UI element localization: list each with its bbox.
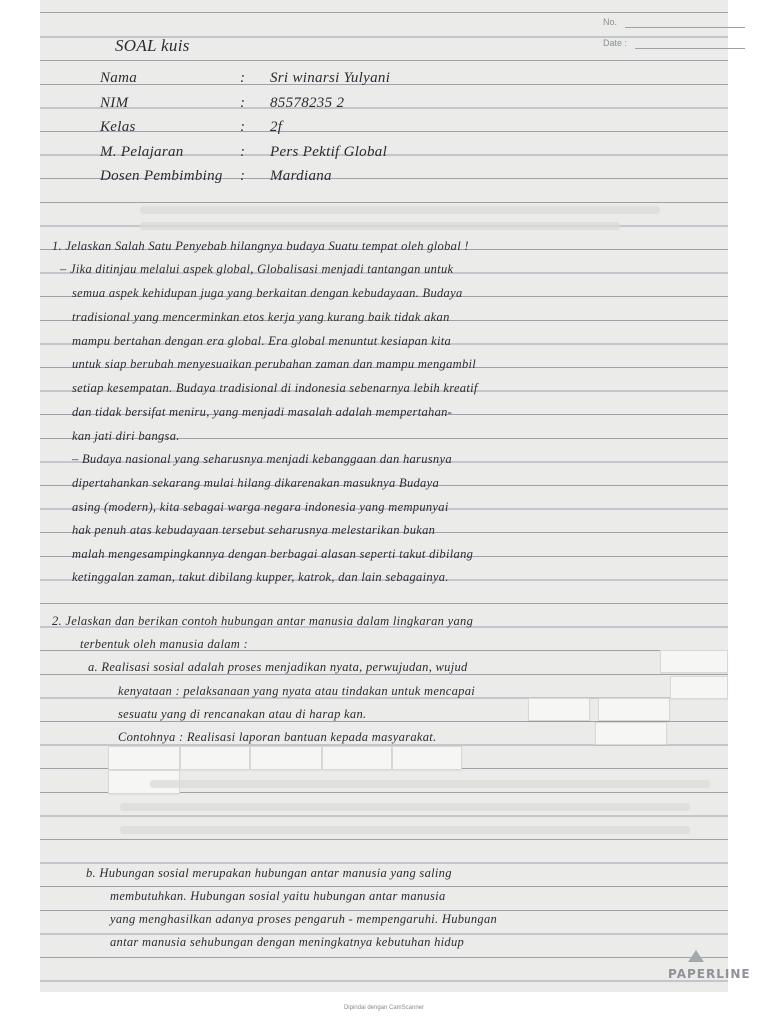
- identity-key-kelas: Kelas: [100, 119, 136, 135]
- body-line-1: 1. Jelaskan Salah Satu Penyebab hilangnya budaya Suatu tempat oleh global !: [52, 239, 469, 253]
- body-line-18: a. Realisasi sosial adalah proses menjadikan nyata, perwujudan, wujud: [88, 660, 468, 674]
- body-line-22: b. Hubungan sosial merupakan hubungan antar manusia yang saling: [86, 866, 452, 880]
- bleed-through-line: [140, 206, 660, 214]
- body-line-3: semua aspek kehidupan juga yang berkaitan dengan kebudayaan. Budaya: [72, 286, 463, 300]
- body-line-21: Contohnya : Realisasi laporan bantuan kepada masyarakat.: [118, 730, 437, 744]
- body-line-16: 2. Jelaskan dan berikan contoh hubungan antar manusia dalam lingkaran yang: [52, 614, 474, 628]
- body-line-5: mampu bertahan dengan era global. Era global menuntut kesiapan kita: [72, 334, 452, 348]
- no-field: [603, 17, 617, 27]
- identity-value-subject: Pers Pektif Global: [270, 144, 388, 160]
- bleed-through-line: [140, 222, 620, 230]
- body-line-25: antar manusia sehubungan dengan meningkatnya kebutuhan hidup: [110, 935, 465, 949]
- correction-tape: [660, 650, 728, 673]
- page-title: SOAL kuis: [115, 36, 190, 55]
- no-label: No.: [603, 17, 618, 27]
- body-line-20: sesuatu yang di rencanakan atau di harap kan.: [118, 707, 367, 721]
- bleed-through-line: [120, 803, 690, 811]
- body-line-17: terbentuk oleh manusia dalam :: [80, 637, 249, 651]
- notebook-page: [40, 0, 751, 992]
- identity-value-lecturer: Mardiana: [270, 168, 332, 184]
- body-line-12: asing (modern), kita sebagai warga negara indonesia yang mempunyai: [72, 500, 449, 514]
- identity-value-nim: 85578235 2: [270, 95, 345, 111]
- correction-tape: [598, 698, 670, 721]
- correction-tape: [250, 746, 322, 770]
- body-line-10: – Budaya nasional yang seharusnya menjadi kebanggaan dan harusnya: [72, 452, 452, 466]
- date-field: [603, 38, 627, 48]
- body-line-15: ketinggalan zaman, takut dibilang kupper, katrok, dan lain sebagainya.: [72, 570, 449, 584]
- identity-colon: :: [240, 168, 246, 184]
- correction-tape: [108, 746, 180, 770]
- bleed-through-line: [150, 780, 710, 788]
- body-line-2: – Jika ditinjau melalui aspek global, Globalisasi menjadi tantangan untuk: [60, 262, 454, 276]
- correction-tape: [670, 676, 728, 699]
- body-line-11: dipertahankan sekarang mulai hilang dikarenakan masuknya Budaya: [72, 476, 439, 490]
- correction-tape: [180, 746, 250, 770]
- body-line-13: hak penuh atas kebudayaan tersebut seharusnya melestarikan bukan: [72, 523, 436, 537]
- identity-colon: :: [240, 144, 246, 160]
- identity-colon: :: [240, 70, 246, 86]
- identity-colon: :: [240, 119, 246, 135]
- body-line-14: malah mengesampingkannya dengan berbagai alasan seperti takut dibilang: [72, 547, 474, 561]
- identity-key-nim: NIM: [100, 95, 129, 111]
- correction-tape: [392, 746, 462, 770]
- correction-tape: [595, 722, 667, 745]
- date-label: Date :: [603, 38, 628, 48]
- bleed-through-line: [120, 826, 690, 834]
- body-line-24: yang menghasilkan adanya proses pengaruh - mempengaruhi. Hubungan: [110, 912, 498, 926]
- identity-key-lecturer: Dosen Pembimbing: [100, 168, 223, 184]
- identity-colon: :: [240, 95, 246, 111]
- body-line-6: untuk siap berubah menyesuaikan perubahan zaman dan mampu mengambil: [72, 357, 477, 371]
- body-line-4: tradisional yang mencerminkan etos kerja yang kurang baik tidak akan: [72, 310, 450, 324]
- identity-key-name: Nama: [100, 70, 138, 86]
- body-line-9: kan jati diri bangsa.: [72, 429, 180, 443]
- identity-value-name: Sri winarsi Yulyani: [270, 70, 391, 86]
- body-line-8: dan tidak bersifat meniru, yang menjadi masalah adalah mempertahan-: [72, 405, 453, 419]
- correction-tape: [322, 746, 392, 770]
- paperline-logo-icon: [688, 950, 704, 962]
- scanner-footnote: Dipindai dengan CamScanner: [343, 1005, 425, 1011]
- brand-logo: PAPERLINE: [668, 967, 751, 981]
- correction-tape: [528, 698, 590, 721]
- body-line-23: membutuhkan. Hubungan sosial yaitu hubungan antar manusia: [110, 889, 446, 903]
- identity-value-kelas: 2f: [270, 119, 283, 135]
- body-line-19: kenyataan : pelaksanaan yang nyata atau tindakan untuk mencapai: [118, 684, 476, 698]
- identity-key-subject: M. Pelajaran: [100, 144, 184, 160]
- body-line-7: setiap kesempatan. Budaya tradisional di indonesia sebenarnya lebih kreatif: [72, 381, 478, 395]
